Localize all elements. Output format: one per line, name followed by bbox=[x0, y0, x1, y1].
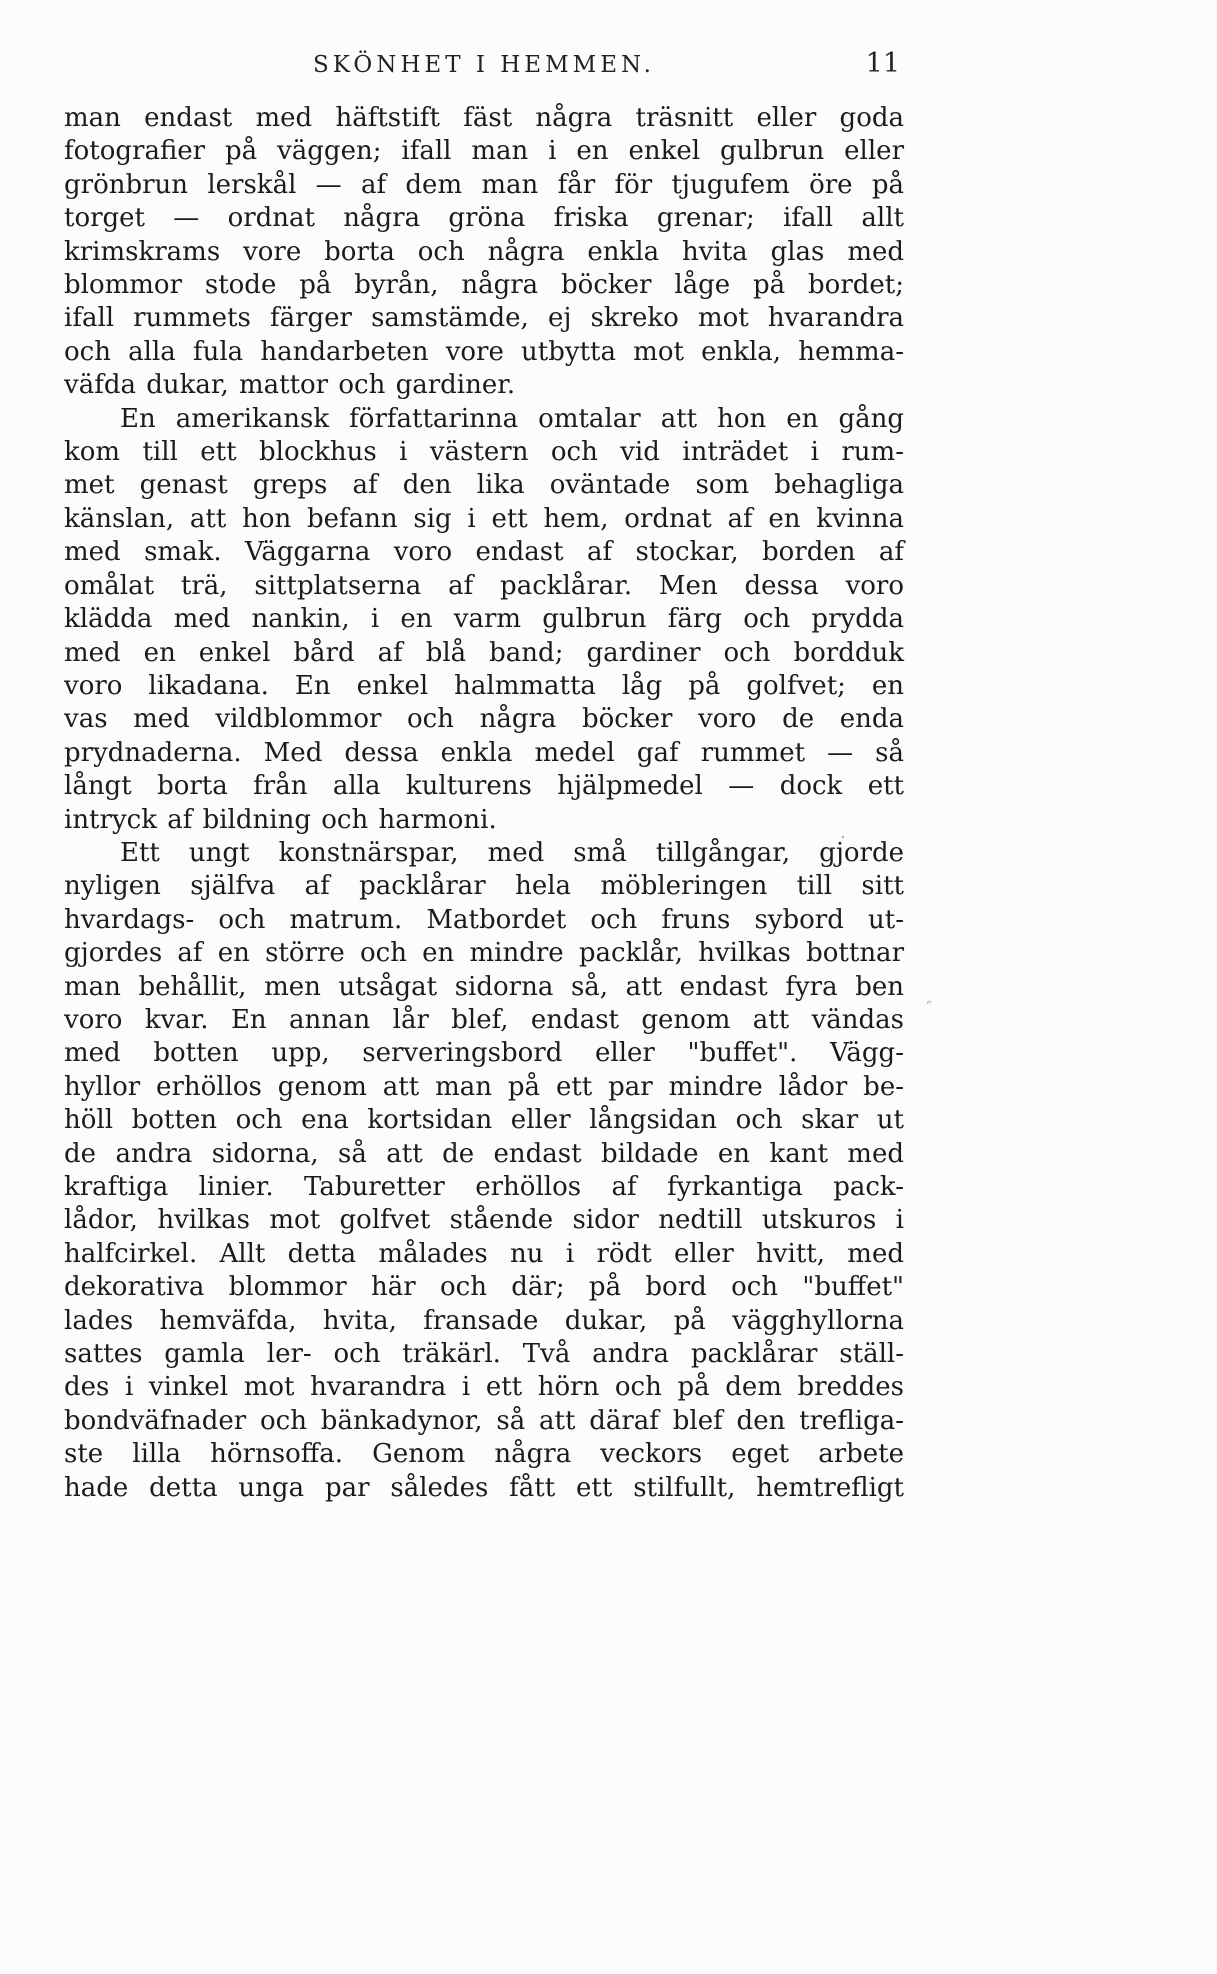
scan-artifact: ˝ bbox=[925, 1000, 932, 1016]
scan-artifact: . bbox=[840, 822, 846, 843]
text-line: kraftiga linier. Taburetter erhöllos af fyrkantiga pack- bbox=[64, 1172, 904, 1202]
text-line: nyligen själfva af packlårar hela möbleringen till sitt bbox=[64, 871, 904, 902]
text-line: fotografier på väggen; ifall man i en enkel gulbrun eller bbox=[64, 136, 904, 167]
page-number: 11 bbox=[865, 48, 900, 79]
text-line: man endast med häftstift fäst några träsnitt eller goda bbox=[64, 103, 904, 133]
text-line: med en enkel bård af blå band; gardiner och bordduk bbox=[64, 637, 904, 668]
text-line: torget — ordnat några gröna friska grenar; ifall allt bbox=[64, 203, 904, 234]
text-line: voro kvar. En annan lår blef, endast genom att vändas bbox=[64, 1004, 904, 1035]
text-line: blommor stode på byrån, några böcker låge på bordet; bbox=[64, 270, 904, 301]
text-line: klädda med nankin, i en varm gulbrun färg och prydda bbox=[64, 604, 904, 635]
text-line: intryck af bildning och harmoni. bbox=[64, 804, 497, 835]
text-line: känslan, att hon befann sig i ett hem, ordnat af en kvinna bbox=[64, 503, 904, 534]
text-line: med botten upp, serveringsbord eller "buffet". Vägg- bbox=[64, 1038, 904, 1069]
text-line: prydnaderna. Med dessa enkla medel gaf rummet — så bbox=[64, 737, 904, 768]
text-line: omålat trä, sittplatserna af packlårar. Men dessa voro bbox=[64, 570, 904, 601]
text-line: lades hemväfda, hvita, fransade dukar, på vägghyllorna bbox=[64, 1305, 904, 1336]
text-line: des i vinkel mot hvarandra i ett hörn och på dem breddes bbox=[64, 1372, 904, 1403]
text-line: långt borta från alla kulturens hjälpmedel — dock ett bbox=[64, 771, 904, 802]
text-block bbox=[64, 102, 904, 1505]
text-line: gjordes af en större och en mindre packlår, hvilkas bottnar bbox=[64, 938, 904, 969]
text-line: krimskrams vore borta och några enkla hvita glas med bbox=[64, 236, 904, 267]
text-line: grönbrun lerskål — af dem man får för tjugufem öre på bbox=[64, 169, 904, 200]
text-line: halfcirkel. Allt detta målades nu i rödt eller hvitt, med bbox=[64, 1238, 904, 1269]
text-line: ste lilla hörnsoffa. Genom några veckors eget arbete bbox=[64, 1439, 904, 1470]
page-title: SKÖNHET I HEMMEN. bbox=[313, 52, 655, 78]
text-line: man behållit, men utsågat sidorna så, att endast fyra ben bbox=[64, 971, 904, 1002]
text-line: lådor, hvilkas mot golfvet stående sidor nedtill utskuros i bbox=[64, 1205, 904, 1236]
text-line: met genast greps af den lika oväntade som behagliga bbox=[64, 470, 904, 501]
text-line: Ett ungt konstnärspar, med små tillgångar, gjorde bbox=[120, 837, 904, 868]
text-line: vas med vildblommor och några böcker voro de enda bbox=[64, 704, 904, 735]
text-line: kom till ett blockhus i västern och vid inträdet i rum- bbox=[64, 437, 904, 468]
text-line: En amerikansk författarinna omtalar att hon en gång bbox=[120, 403, 904, 434]
text-line: sattes gamla ler- och träkärl. Två andra packlårar ställ- bbox=[64, 1339, 904, 1370]
text-line: hvardags- och matrum. Matbordet och fruns sybord ut- bbox=[64, 904, 904, 935]
text-line: och alla fula handarbeten vore utbytta mot enkla, hemma- bbox=[64, 336, 904, 367]
text-line: hyllor erhöllos genom att man på ett par mindre lådor be- bbox=[64, 1071, 904, 1102]
text-line: voro likadana. En enkel halmmatta låg på golfvet; en bbox=[64, 670, 904, 701]
text-line: hade detta unga par således fått ett stilfullt, hemtrefligt bbox=[64, 1472, 904, 1503]
text-line: väfda dukar, mattor och gardiner. bbox=[64, 370, 516, 401]
text-line: bondväfnader och bänkadynor, så att däraf blef den trefliga- bbox=[64, 1405, 904, 1436]
text-line: ifall rummets färger samstämde, ej skreko mot hvarandra bbox=[64, 303, 904, 334]
text-line: dekorativa blommor här och där; på bord och "buffet" bbox=[64, 1272, 904, 1303]
text-line: med smak. Väggarna voro endast af stockar, borden af bbox=[64, 537, 904, 568]
text-line: de andra sidorna, så att de endast bildade en kant med bbox=[64, 1138, 904, 1169]
text-line: höll botten och ena kortsidan eller långsidan och skar ut bbox=[64, 1105, 904, 1136]
page-header bbox=[64, 48, 904, 84]
